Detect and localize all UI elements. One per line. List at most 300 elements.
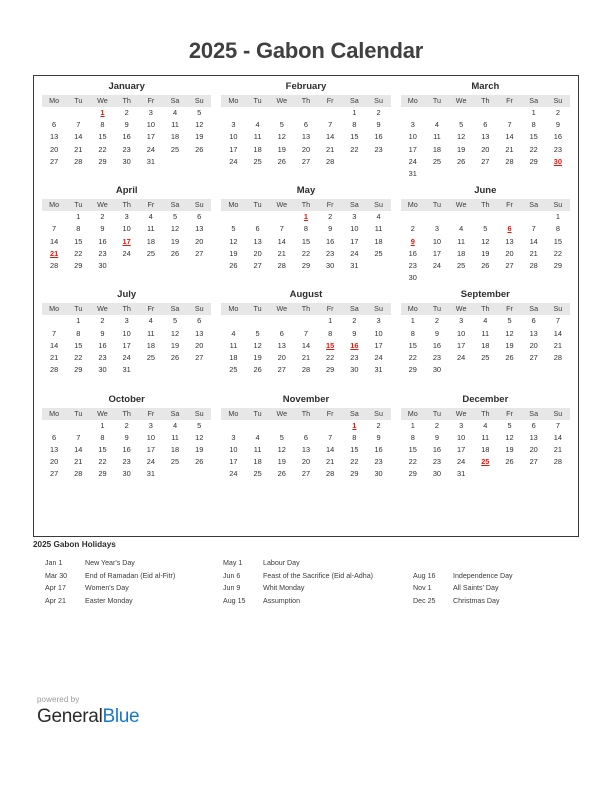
day-cell[interactable]: 10 bbox=[229, 132, 238, 142]
day-cell[interactable]: 15 bbox=[553, 236, 562, 246]
day-cell[interactable]: 18 bbox=[229, 353, 238, 363]
day-cell[interactable]: 20 bbox=[301, 457, 311, 467]
day-cell[interactable]: 5 bbox=[255, 328, 260, 338]
day-cell[interactable]: 23 bbox=[122, 457, 131, 467]
day-cell[interactable]: 7 bbox=[507, 120, 512, 130]
day-cell[interactable]: 22 bbox=[553, 248, 562, 258]
day-cell[interactable]: 2 bbox=[124, 420, 129, 430]
day-cell[interactable]: 20 bbox=[529, 445, 538, 455]
day-cell[interactable]: 28 bbox=[277, 261, 286, 271]
day-cell[interactable]: 4 bbox=[172, 420, 178, 430]
day-cell[interactable]: 6 bbox=[483, 120, 488, 130]
day-cell[interactable]: 26 bbox=[170, 353, 180, 363]
day-cell[interactable]: 11 bbox=[481, 328, 490, 338]
day-cell[interactable]: 16 bbox=[432, 445, 442, 455]
day-cell[interactable]: 13 bbox=[301, 445, 311, 455]
day-cell[interactable]: 3 bbox=[376, 316, 381, 326]
day-cell[interactable]: 8 bbox=[328, 328, 333, 338]
day-cell[interactable]: 18 bbox=[432, 144, 442, 154]
day-cell[interactable]: 29 bbox=[553, 261, 562, 271]
day-cell[interactable]: 26 bbox=[229, 261, 238, 271]
day-cell[interactable]: 17 bbox=[146, 132, 155, 142]
day-cell[interactable]: 25 bbox=[457, 261, 466, 271]
day-cell[interactable]: 28 bbox=[326, 469, 335, 479]
day-cell-holiday[interactable]: 6 bbox=[507, 224, 512, 234]
day-cell[interactable]: 26 bbox=[505, 353, 514, 363]
day-cell[interactable]: 22 bbox=[408, 353, 417, 363]
day-cell[interactable]: 31 bbox=[408, 169, 417, 179]
day-cell[interactable]: 23 bbox=[432, 353, 442, 363]
day-cell[interactable]: 3 bbox=[148, 108, 153, 117]
day-cell[interactable]: 20 bbox=[253, 248, 262, 258]
day-cell[interactable]: 30 bbox=[98, 261, 107, 271]
day-cell[interactable]: 22 bbox=[408, 457, 417, 467]
day-cell[interactable]: 27 bbox=[277, 365, 286, 375]
day-cell[interactable]: 21 bbox=[277, 248, 286, 258]
day-cell[interactable]: 31 bbox=[122, 365, 131, 375]
day-cell[interactable]: 2 bbox=[555, 108, 560, 117]
day-cell[interactable]: 15 bbox=[74, 236, 83, 246]
day-cell[interactable]: 8 bbox=[352, 432, 357, 442]
day-cell[interactable]: 30 bbox=[122, 156, 131, 166]
day-cell[interactable]: 21 bbox=[529, 248, 538, 258]
day-cell[interactable]: 13 bbox=[505, 236, 514, 246]
day-cell[interactable]: 9 bbox=[100, 328, 105, 338]
day-cell[interactable]: 29 bbox=[529, 156, 538, 166]
day-cell[interactable]: 5 bbox=[483, 224, 488, 234]
day-cell[interactable]: 19 bbox=[229, 248, 238, 258]
day-cell[interactable]: 8 bbox=[410, 328, 415, 338]
day-cell[interactable]: 7 bbox=[76, 432, 81, 442]
day-cell[interactable]: 1 bbox=[100, 420, 105, 430]
day-cell[interactable]: 29 bbox=[408, 469, 417, 479]
day-cell[interactable]: 18 bbox=[146, 236, 155, 246]
day-cell[interactable]: 13 bbox=[529, 328, 538, 338]
day-cell[interactable]: 27 bbox=[49, 156, 59, 166]
day-cell-holiday[interactable]: 21 bbox=[49, 248, 59, 258]
day-cell[interactable]: 17 bbox=[229, 457, 238, 467]
day-cell-holiday[interactable]: 1 bbox=[352, 420, 357, 430]
day-cell[interactable]: 24 bbox=[122, 353, 131, 363]
day-cell[interactable]: 18 bbox=[374, 236, 383, 246]
day-cell[interactable]: 1 bbox=[76, 212, 81, 222]
day-cell[interactable]: 10 bbox=[229, 445, 238, 455]
day-cell[interactable]: 12 bbox=[277, 445, 286, 455]
day-cell[interactable]: 3 bbox=[148, 420, 153, 430]
day-cell[interactable]: 6 bbox=[303, 432, 309, 442]
day-cell[interactable]: 2 bbox=[100, 316, 105, 326]
day-cell[interactable]: 3 bbox=[231, 120, 236, 130]
day-cell[interactable]: 28 bbox=[529, 261, 538, 271]
day-cell[interactable]: 19 bbox=[170, 340, 180, 350]
day-cell[interactable]: 26 bbox=[195, 457, 204, 467]
day-cell[interactable]: 12 bbox=[481, 236, 490, 246]
day-cell[interactable]: 6 bbox=[531, 316, 536, 326]
day-cell[interactable]: 20 bbox=[505, 248, 514, 258]
day-cell[interactable]: 17 bbox=[229, 144, 238, 154]
day-cell[interactable]: 11 bbox=[147, 328, 155, 338]
day-cell[interactable]: 11 bbox=[457, 236, 465, 246]
day-cell[interactable]: 10 bbox=[432, 236, 442, 246]
day-cell[interactable]: 7 bbox=[279, 224, 284, 234]
day-cell[interactable]: 31 bbox=[146, 469, 155, 479]
day-cell[interactable]: 7 bbox=[303, 328, 309, 338]
day-cell[interactable]: 4 bbox=[459, 224, 464, 234]
day-cell[interactable]: 14 bbox=[553, 432, 562, 442]
day-cell[interactable]: 15 bbox=[98, 445, 107, 455]
day-cell[interactable]: 8 bbox=[76, 328, 81, 338]
day-cell[interactable]: 11 bbox=[147, 224, 155, 234]
day-cell[interactable]: 13 bbox=[253, 236, 262, 246]
day-cell[interactable]: 1 bbox=[531, 108, 536, 117]
day-cell[interactable]: 4 bbox=[148, 212, 153, 222]
day-cell[interactable]: 16 bbox=[98, 340, 107, 350]
day-cell[interactable]: 22 bbox=[529, 144, 538, 154]
day-cell[interactable]: 13 bbox=[195, 328, 204, 338]
day-cell-holiday[interactable]: 25 bbox=[481, 457, 490, 467]
day-cell[interactable]: 12 bbox=[457, 132, 466, 142]
day-cell[interactable]: 6 bbox=[52, 432, 57, 442]
day-cell[interactable]: 28 bbox=[553, 353, 562, 363]
day-cell[interactable]: 4 bbox=[255, 120, 260, 130]
day-cell[interactable]: 21 bbox=[326, 457, 335, 467]
day-cell[interactable]: 12 bbox=[170, 328, 180, 338]
day-cell[interactable]: 28 bbox=[326, 156, 335, 166]
day-cell[interactable]: 25 bbox=[146, 248, 155, 258]
day-cell[interactable]: 23 bbox=[553, 144, 562, 154]
day-cell[interactable]: 22 bbox=[74, 248, 83, 258]
day-cell[interactable]: 26 bbox=[253, 365, 262, 375]
day-cell[interactable]: 12 bbox=[229, 236, 238, 246]
day-cell[interactable]: 16 bbox=[326, 236, 335, 246]
day-cell[interactable]: 23 bbox=[326, 248, 335, 258]
day-cell[interactable]: 3 bbox=[459, 420, 464, 430]
day-cell[interactable]: 15 bbox=[301, 236, 311, 246]
day-cell[interactable]: 5 bbox=[279, 120, 284, 130]
day-cell[interactable]: 23 bbox=[122, 144, 131, 154]
day-cell[interactable]: 5 bbox=[507, 316, 512, 326]
day-cell[interactable]: 31 bbox=[457, 469, 466, 479]
day-cell[interactable]: 27 bbox=[49, 469, 59, 479]
day-cell[interactable]: 22 bbox=[301, 248, 311, 258]
day-cell[interactable]: 24 bbox=[229, 156, 238, 166]
day-cell[interactable]: 25 bbox=[374, 248, 383, 258]
day-cell[interactable]: 24 bbox=[146, 144, 155, 154]
day-cell[interactable]: 1 bbox=[410, 420, 415, 430]
day-cell[interactable]: 1 bbox=[555, 212, 560, 222]
day-cell[interactable]: 17 bbox=[122, 340, 131, 350]
day-cell-holiday[interactable]: 30 bbox=[553, 156, 562, 166]
day-cell[interactable]: 8 bbox=[531, 120, 536, 130]
day-cell[interactable]: 5 bbox=[231, 224, 236, 234]
day-cell[interactable]: 25 bbox=[146, 353, 155, 363]
day-cell[interactable]: 12 bbox=[170, 224, 180, 234]
day-cell[interactable]: 10 bbox=[122, 328, 131, 338]
day-cell[interactable]: 26 bbox=[170, 248, 180, 258]
day-cell-holiday[interactable]: 1 bbox=[100, 108, 105, 117]
day-cell[interactable]: 28 bbox=[553, 457, 562, 467]
day-cell[interactable]: 21 bbox=[49, 353, 59, 363]
day-cell[interactable]: 11 bbox=[374, 224, 383, 234]
day-cell[interactable]: 9 bbox=[376, 432, 381, 442]
day-cell[interactable]: 15 bbox=[350, 132, 359, 142]
day-cell[interactable]: 21 bbox=[74, 144, 83, 154]
day-cell[interactable]: 14 bbox=[74, 132, 83, 142]
day-cell[interactable]: 16 bbox=[374, 132, 383, 142]
day-cell[interactable]: 8 bbox=[100, 432, 105, 442]
day-cell[interactable]: 23 bbox=[408, 261, 417, 271]
day-cell[interactable]: 2 bbox=[100, 212, 105, 222]
day-cell[interactable]: 20 bbox=[195, 340, 204, 350]
day-cell[interactable]: 18 bbox=[146, 340, 155, 350]
day-cell[interactable]: 20 bbox=[49, 144, 59, 154]
day-cell[interactable]: 7 bbox=[52, 328, 57, 338]
day-cell[interactable]: 9 bbox=[328, 224, 333, 234]
day-cell[interactable]: 17 bbox=[457, 340, 466, 350]
day-cell[interactable]: 18 bbox=[253, 457, 262, 467]
day-cell-holiday[interactable]: 17 bbox=[122, 236, 131, 246]
day-cell[interactable]: 29 bbox=[98, 156, 107, 166]
day-cell[interactable]: 13 bbox=[49, 132, 59, 142]
day-cell[interactable]: 13 bbox=[49, 445, 59, 455]
day-cell[interactable]: 3 bbox=[231, 432, 236, 442]
day-cell[interactable]: 23 bbox=[374, 144, 383, 154]
day-cell[interactable]: 4 bbox=[255, 432, 260, 442]
day-cell[interactable]: 24 bbox=[122, 248, 131, 258]
day-cell[interactable]: 7 bbox=[52, 224, 57, 234]
day-cell[interactable]: 14 bbox=[301, 340, 311, 350]
day-cell[interactable]: 6 bbox=[279, 328, 284, 338]
day-cell[interactable]: 14 bbox=[326, 132, 335, 142]
day-cell[interactable]: 7 bbox=[328, 120, 333, 130]
day-cell[interactable]: 24 bbox=[457, 457, 466, 467]
day-cell[interactable]: 11 bbox=[253, 445, 262, 455]
day-cell[interactable]: 26 bbox=[277, 469, 286, 479]
day-cell[interactable]: 31 bbox=[374, 365, 383, 375]
day-cell[interactable]: 23 bbox=[98, 248, 107, 258]
day-cell[interactable]: 18 bbox=[457, 248, 466, 258]
day-cell[interactable]: 20 bbox=[277, 353, 286, 363]
day-cell[interactable]: 5 bbox=[197, 108, 202, 117]
day-cell[interactable]: 22 bbox=[350, 457, 359, 467]
day-cell[interactable]: 25 bbox=[253, 156, 262, 166]
day-cell[interactable]: 3 bbox=[124, 212, 129, 222]
day-cell[interactable]: 6 bbox=[52, 120, 57, 130]
day-cell[interactable]: 14 bbox=[553, 328, 562, 338]
day-cell[interactable]: 6 bbox=[303, 120, 309, 130]
day-cell[interactable]: 8 bbox=[410, 432, 415, 442]
day-cell[interactable]: 4 bbox=[148, 316, 153, 326]
day-cell[interactable]: 20 bbox=[481, 144, 490, 154]
day-cell[interactable]: 4 bbox=[434, 120, 439, 130]
day-cell[interactable]: 24 bbox=[408, 156, 417, 166]
day-cell-holiday[interactable]: 16 bbox=[350, 340, 359, 350]
day-cell[interactable]: 19 bbox=[457, 144, 466, 154]
day-cell-holiday[interactable]: 15 bbox=[326, 340, 335, 350]
day-cell[interactable]: 29 bbox=[98, 469, 107, 479]
day-cell[interactable]: 2 bbox=[410, 224, 415, 234]
day-cell[interactable]: 3 bbox=[410, 120, 415, 130]
day-cell[interactable]: 16 bbox=[374, 445, 383, 455]
day-cell[interactable]: 10 bbox=[374, 328, 383, 338]
day-cell[interactable]: 10 bbox=[122, 224, 131, 234]
day-cell[interactable]: 13 bbox=[301, 132, 311, 142]
day-cell[interactable]: 6 bbox=[197, 212, 202, 222]
day-cell[interactable]: 14 bbox=[505, 132, 514, 142]
day-cell[interactable]: 28 bbox=[49, 365, 59, 375]
day-cell[interactable]: 3 bbox=[434, 224, 439, 234]
day-cell[interactable]: 24 bbox=[374, 353, 383, 363]
day-cell[interactable]: 9 bbox=[124, 120, 129, 130]
day-cell[interactable]: 9 bbox=[434, 432, 439, 442]
day-cell[interactable]: 6 bbox=[255, 224, 260, 234]
day-cell[interactable]: 30 bbox=[350, 365, 359, 375]
day-cell[interactable]: 14 bbox=[277, 236, 286, 246]
day-cell[interactable]: 4 bbox=[376, 212, 381, 222]
day-cell[interactable]: 27 bbox=[529, 353, 538, 363]
day-cell[interactable]: 21 bbox=[553, 445, 562, 455]
day-cell[interactable]: 18 bbox=[481, 445, 490, 455]
day-cell[interactable]: 28 bbox=[74, 156, 83, 166]
day-cell[interactable]: 23 bbox=[374, 457, 383, 467]
day-cell[interactable]: 29 bbox=[408, 365, 417, 375]
day-cell[interactable]: 8 bbox=[303, 224, 309, 234]
day-cell[interactable]: 27 bbox=[195, 248, 204, 258]
day-cell[interactable]: 10 bbox=[457, 328, 466, 338]
day-cell[interactable]: 7 bbox=[76, 120, 81, 130]
day-cell[interactable]: 15 bbox=[408, 445, 417, 455]
day-cell[interactable]: 4 bbox=[483, 316, 488, 326]
day-cell[interactable]: 17 bbox=[374, 340, 383, 350]
day-cell[interactable]: 9 bbox=[376, 120, 381, 130]
day-cell[interactable]: 17 bbox=[408, 144, 417, 154]
day-cell[interactable]: 30 bbox=[408, 273, 417, 283]
day-cell[interactable]: 1 bbox=[352, 108, 357, 117]
day-cell[interactable]: 26 bbox=[505, 457, 514, 467]
day-cell[interactable]: 19 bbox=[277, 457, 286, 467]
day-cell[interactable]: 12 bbox=[195, 432, 204, 442]
day-cell[interactable]: 5 bbox=[459, 120, 464, 130]
day-cell[interactable]: 7 bbox=[531, 224, 536, 234]
day-cell[interactable]: 22 bbox=[326, 353, 335, 363]
day-cell[interactable]: 15 bbox=[98, 132, 107, 142]
day-cell[interactable]: 8 bbox=[76, 224, 81, 234]
day-cell[interactable]: 20 bbox=[301, 144, 311, 154]
day-cell[interactable]: 25 bbox=[432, 156, 442, 166]
day-cell[interactable]: 25 bbox=[170, 457, 180, 467]
day-cell[interactable]: 20 bbox=[49, 457, 59, 467]
day-cell[interactable]: 11 bbox=[229, 340, 238, 350]
day-cell[interactable]: 28 bbox=[49, 261, 59, 271]
day-cell[interactable]: 13 bbox=[195, 224, 204, 234]
day-cell[interactable]: 29 bbox=[74, 261, 83, 271]
day-cell[interactable]: 3 bbox=[352, 212, 357, 222]
day-cell[interactable]: 30 bbox=[374, 469, 383, 479]
day-cell[interactable]: 11 bbox=[171, 120, 179, 130]
day-cell[interactable]: 3 bbox=[459, 316, 464, 326]
day-cell[interactable]: 8 bbox=[352, 120, 357, 130]
day-cell[interactable]: 14 bbox=[529, 236, 538, 246]
day-cell[interactable]: 12 bbox=[195, 120, 204, 130]
day-cell[interactable]: 2 bbox=[352, 316, 357, 326]
day-cell[interactable]: 27 bbox=[529, 457, 538, 467]
day-cell[interactable]: 7 bbox=[555, 316, 560, 326]
day-cell[interactable]: 12 bbox=[277, 132, 286, 142]
day-cell[interactable]: 27 bbox=[301, 156, 311, 166]
day-cell[interactable]: 14 bbox=[326, 445, 335, 455]
day-cell[interactable]: 31 bbox=[146, 156, 155, 166]
day-cell[interactable]: 29 bbox=[350, 469, 359, 479]
day-cell[interactable]: 19 bbox=[505, 445, 514, 455]
day-cell[interactable]: 19 bbox=[505, 340, 514, 350]
day-cell[interactable]: 4 bbox=[231, 328, 236, 338]
day-cell[interactable]: 1 bbox=[328, 316, 333, 326]
day-cell[interactable]: 24 bbox=[350, 248, 359, 258]
day-cell[interactable]: 22 bbox=[98, 144, 107, 154]
day-cell[interactable]: 24 bbox=[146, 457, 155, 467]
day-cell[interactable]: 18 bbox=[170, 132, 180, 142]
day-cell[interactable]: 23 bbox=[432, 457, 442, 467]
day-cell[interactable]: 26 bbox=[457, 156, 466, 166]
day-cell[interactable]: 20 bbox=[529, 340, 538, 350]
day-cell[interactable]: 18 bbox=[170, 445, 180, 455]
day-cell[interactable]: 16 bbox=[553, 132, 562, 142]
day-cell[interactable]: 27 bbox=[505, 261, 514, 271]
day-cell-holiday[interactable]: 9 bbox=[410, 236, 415, 246]
day-cell[interactable]: 28 bbox=[505, 156, 514, 166]
day-cell[interactable]: 8 bbox=[100, 120, 105, 130]
day-cell[interactable]: 19 bbox=[195, 445, 204, 455]
day-cell[interactable]: 27 bbox=[195, 353, 204, 363]
day-cell[interactable]: 13 bbox=[529, 432, 538, 442]
day-cell[interactable]: 30 bbox=[432, 469, 442, 479]
day-cell[interactable]: 30 bbox=[122, 469, 131, 479]
day-cell[interactable]: 1 bbox=[410, 316, 415, 326]
day-cell[interactable]: 14 bbox=[49, 236, 59, 246]
day-cell-holiday[interactable]: 1 bbox=[303, 212, 309, 222]
day-cell[interactable]: 16 bbox=[122, 132, 131, 142]
day-cell[interactable]: 20 bbox=[195, 236, 204, 246]
day-cell[interactable]: 29 bbox=[74, 365, 83, 375]
day-cell[interactable]: 25 bbox=[229, 365, 238, 375]
day-cell[interactable]: 16 bbox=[432, 340, 442, 350]
day-cell[interactable]: 22 bbox=[74, 353, 83, 363]
day-cell[interactable]: 6 bbox=[531, 420, 536, 430]
day-cell[interactable]: 13 bbox=[481, 132, 490, 142]
day-cell[interactable]: 16 bbox=[408, 248, 417, 258]
day-cell[interactable]: 2 bbox=[434, 316, 439, 326]
day-cell[interactable]: 18 bbox=[481, 340, 490, 350]
day-cell[interactable]: 25 bbox=[481, 353, 490, 363]
day-cell[interactable]: 2 bbox=[376, 108, 381, 117]
day-cell[interactable]: 26 bbox=[277, 156, 286, 166]
day-cell[interactable]: 18 bbox=[253, 144, 262, 154]
day-cell[interactable]: 27 bbox=[253, 261, 262, 271]
day-cell[interactable]: 13 bbox=[277, 340, 286, 350]
day-cell[interactable]: 21 bbox=[301, 353, 311, 363]
day-cell[interactable]: 9 bbox=[434, 328, 439, 338]
day-cell[interactable]: 22 bbox=[350, 144, 359, 154]
day-cell[interactable]: 23 bbox=[98, 353, 107, 363]
day-cell[interactable]: 8 bbox=[555, 224, 560, 234]
day-cell[interactable]: 28 bbox=[301, 365, 311, 375]
day-cell[interactable]: 11 bbox=[481, 432, 490, 442]
day-cell[interactable]: 30 bbox=[326, 261, 335, 271]
day-cell[interactable]: 24 bbox=[432, 261, 442, 271]
day-cell[interactable]: 7 bbox=[555, 420, 560, 430]
day-cell[interactable]: 9 bbox=[352, 328, 357, 338]
day-cell[interactable]: 19 bbox=[253, 353, 262, 363]
